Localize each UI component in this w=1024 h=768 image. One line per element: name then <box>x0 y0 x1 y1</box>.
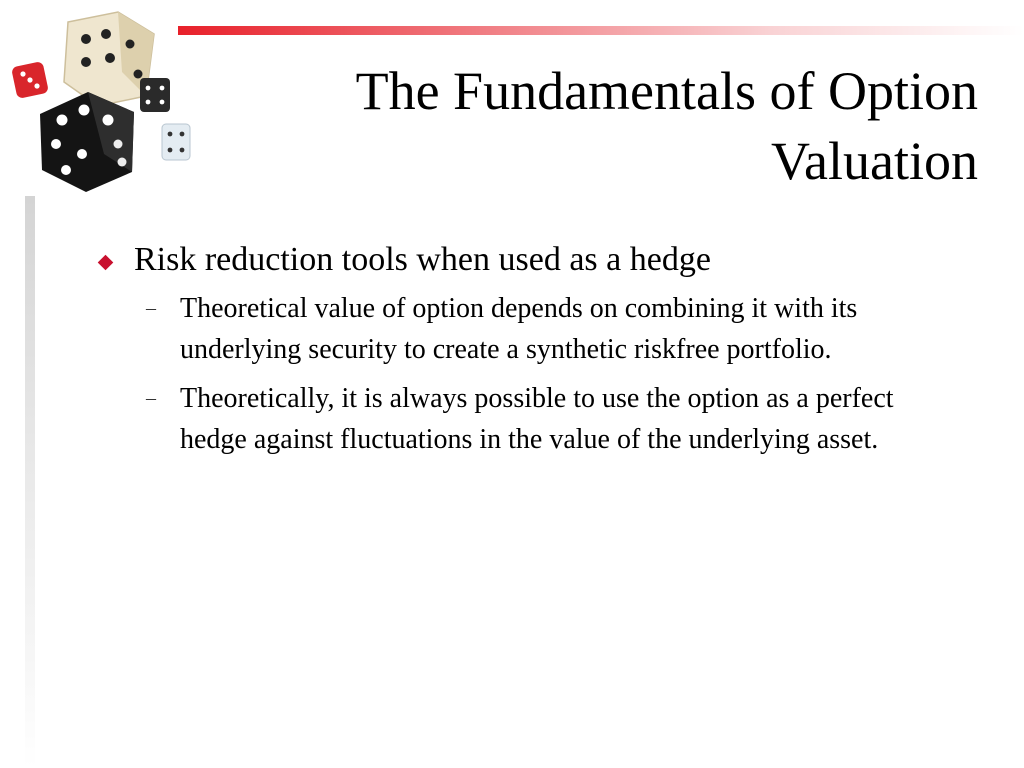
title-line-1: The Fundamentals of Option <box>355 61 978 121</box>
small-light-die <box>162 124 190 160</box>
bullet-text: Risk reduction tools when used as a hedge <box>134 241 711 278</box>
left-accent-bar <box>25 196 35 768</box>
top-accent-bar <box>178 26 1024 35</box>
slide-title <box>218 56 978 196</box>
slide-body <box>96 238 966 460</box>
small-dark-die <box>140 78 170 112</box>
sub-bullet-text: Theoretically, it is always possible to use the option as a perfect hedge against fluctuations in the value of the underlying asset. <box>180 383 894 455</box>
diamond-bullet-icon <box>98 255 114 271</box>
sub-bullet-dash: – <box>146 297 156 319</box>
red-die <box>11 61 49 99</box>
sub-bullet-item <box>146 288 960 370</box>
sub-bullet-item <box>146 378 960 460</box>
sub-bullet-dash: – <box>146 387 156 409</box>
title-line-2: Valuation <box>771 131 978 191</box>
bullet-item <box>96 238 966 282</box>
sub-bullet-text: Theoretical value of option depends on combining it with its underlying security to create a synthetic riskfree portfolio. <box>180 293 858 365</box>
black-die <box>40 92 134 192</box>
dice-icon <box>6 4 196 194</box>
